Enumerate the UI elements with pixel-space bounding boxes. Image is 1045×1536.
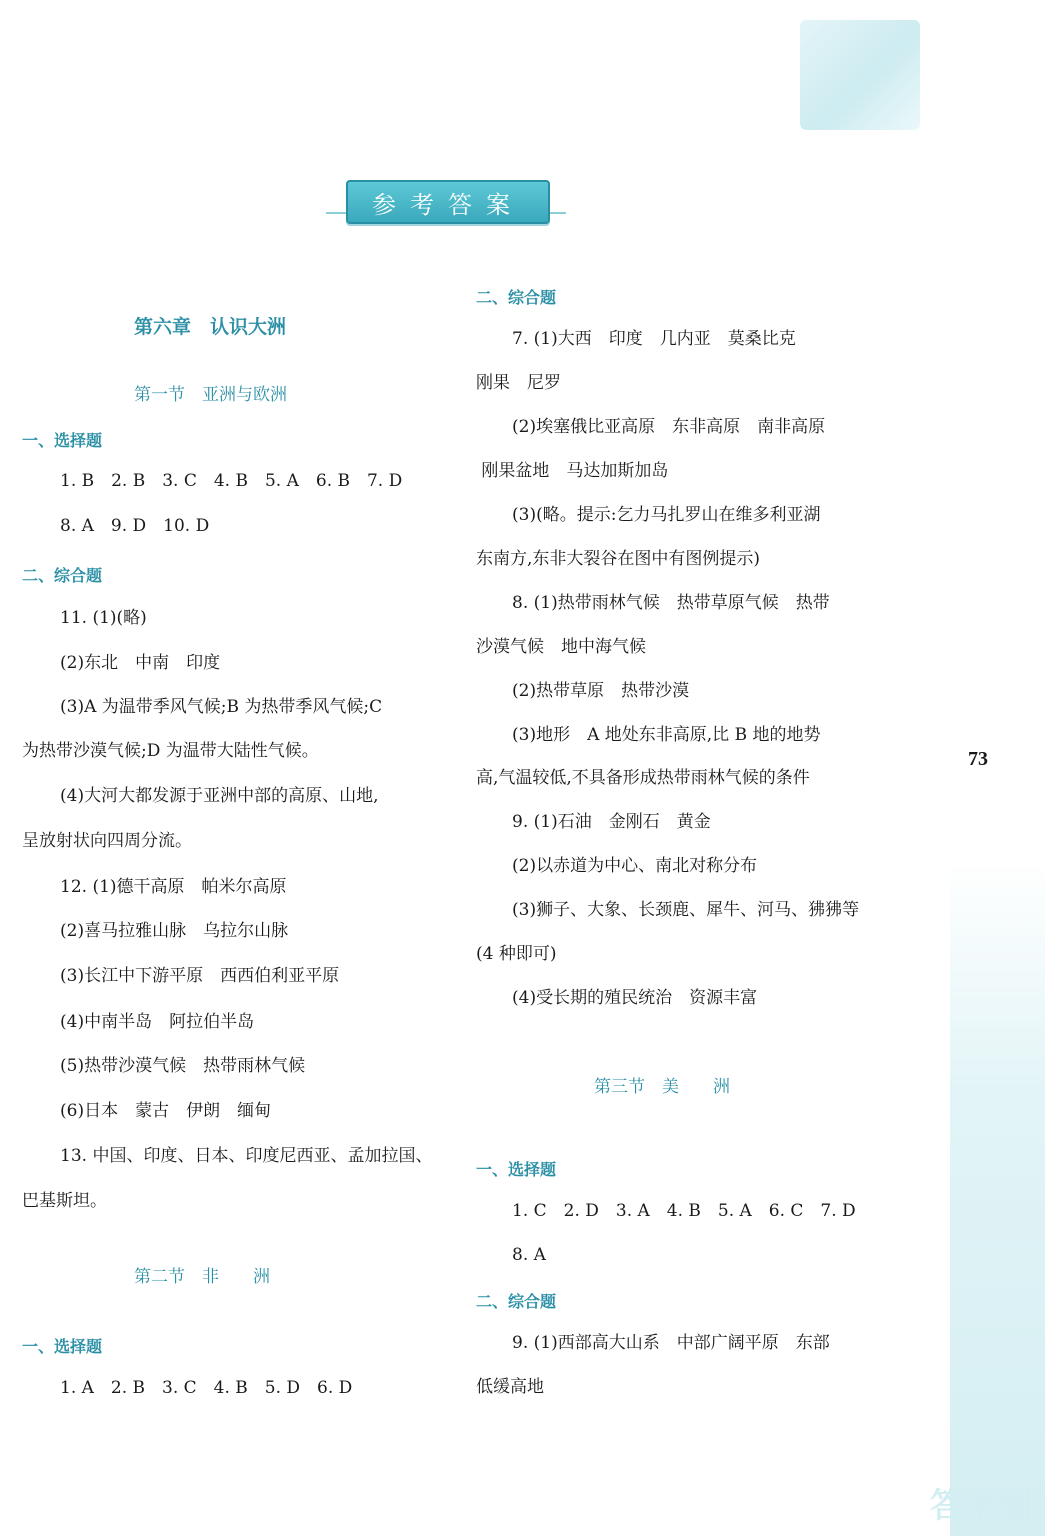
answer-line: (4)受长期的殖民统治 资源丰富 <box>512 988 758 1008</box>
answer-line: 13. 中国、印度、日本、印度尼西亚、孟加拉国、 <box>60 1146 433 1166</box>
subheading: 二、综合题 <box>22 566 103 585</box>
answer-line: (4 种即可) <box>476 944 557 964</box>
answer-line: 8. A 9. D 10. D <box>60 516 210 536</box>
chapter-title: 第六章 认识大洲 <box>134 316 287 338</box>
watermark-logo: 答案圈 <box>930 1487 1032 1525</box>
answer-line: (6)日本 蒙古 伊朗 缅甸 <box>60 1101 272 1121</box>
answer-line: (4)中南半岛 阿拉伯半岛 <box>60 1012 255 1032</box>
answer-line: (3)长江中下游平原 西西伯利亚平原 <box>60 966 340 986</box>
answer-line: (2)喜马拉雅山脉 乌拉尔山脉 <box>60 921 289 941</box>
answer-line: 8. A <box>512 1245 546 1265</box>
answer-line: 刚果盆地 马达加斯加岛 <box>476 461 669 481</box>
answer-line: 9. (1)石油 金刚石 黄金 <box>512 812 711 832</box>
answer-line: 东南方,东非大裂谷在图中有图例提示) <box>476 549 761 569</box>
answer-line: (3)地形 A 地处东非高原,比 B 地的地势 <box>512 725 821 745</box>
answer-line: (3)A 为温带季风气候;B 为热带季风气候;C <box>60 697 383 717</box>
answer-line: 呈放射状向四周分流。 <box>22 831 192 851</box>
answer-line: 12. (1)德干高原 帕米尔高原 <box>60 877 287 897</box>
answer-line: 为热带沙漠气候;D 为温带大陆性气候。 <box>22 741 319 761</box>
subheading: 一、选择题 <box>476 1160 557 1179</box>
answer-line: 1. B 2. B 3. C 4. B 5. A 6. B 7. D <box>60 471 403 491</box>
page-number: 73 <box>968 748 988 770</box>
section-title: 第二节 非 洲 <box>134 1267 270 1287</box>
answer-line: 8. (1)热带雨林气候 热带草原气候 热带 <box>512 593 830 613</box>
side-decoration <box>950 860 1045 1536</box>
answer-line: 7. (1)大西 印度 几内亚 莫桑比克 <box>512 329 796 349</box>
answer-line: 巴基斯坦。 <box>22 1191 107 1211</box>
answer-line: (2)东北 中南 印度 <box>60 653 221 673</box>
answer-line: 沙漠气候 地中海气候 <box>476 637 646 657</box>
subheading: 二、综合题 <box>476 288 557 307</box>
answer-line: (3)狮子、大象、长颈鹿、犀牛、河马、狒狒等 <box>512 900 860 920</box>
answer-line: 1. C 2. D 3. A 4. B 5. A 6. C 7. D <box>512 1201 856 1221</box>
answer-line: 刚果 尼罗 <box>476 373 561 393</box>
answer-line: (5)热带沙漠气候 热带雨林气候 <box>60 1056 306 1076</box>
section-title: 第一节 亚洲与欧洲 <box>134 385 287 405</box>
answer-line: (2)埃塞俄比亚高原 东非高原 南非高原 <box>512 417 826 437</box>
page-title: 参考答案 <box>346 180 550 224</box>
subheading: 一、选择题 <box>22 1337 103 1356</box>
title-banner <box>326 178 566 234</box>
answer-line: (3)(略。提示:乞力马扎罗山在维多利亚湖 <box>512 505 821 525</box>
answer-line: 高,气温较低,不具备形成热带雨林气候的条件 <box>476 768 810 788</box>
corner-decoration <box>800 20 920 130</box>
section-title: 第三节 美 洲 <box>594 1077 730 1097</box>
answer-line: (4)大河大都发源于亚洲中部的高原、山地, <box>60 786 379 806</box>
answer-line: 11. (1)(略) <box>60 608 147 628</box>
answer-line: (2)以赤道为中心、南北对称分布 <box>512 856 758 876</box>
answer-line: 1. A 2. B 3. C 4. B 5. D 6. D <box>60 1378 353 1398</box>
answer-line: 低缓高地 <box>476 1377 544 1397</box>
subheading: 一、选择题 <box>22 431 103 450</box>
subheading: 二、综合题 <box>476 1292 557 1311</box>
answer-line: (2)热带草原 热带沙漠 <box>512 681 690 701</box>
answer-line: 9. (1)西部高大山系 中部广阔平原 东部 <box>512 1333 830 1353</box>
